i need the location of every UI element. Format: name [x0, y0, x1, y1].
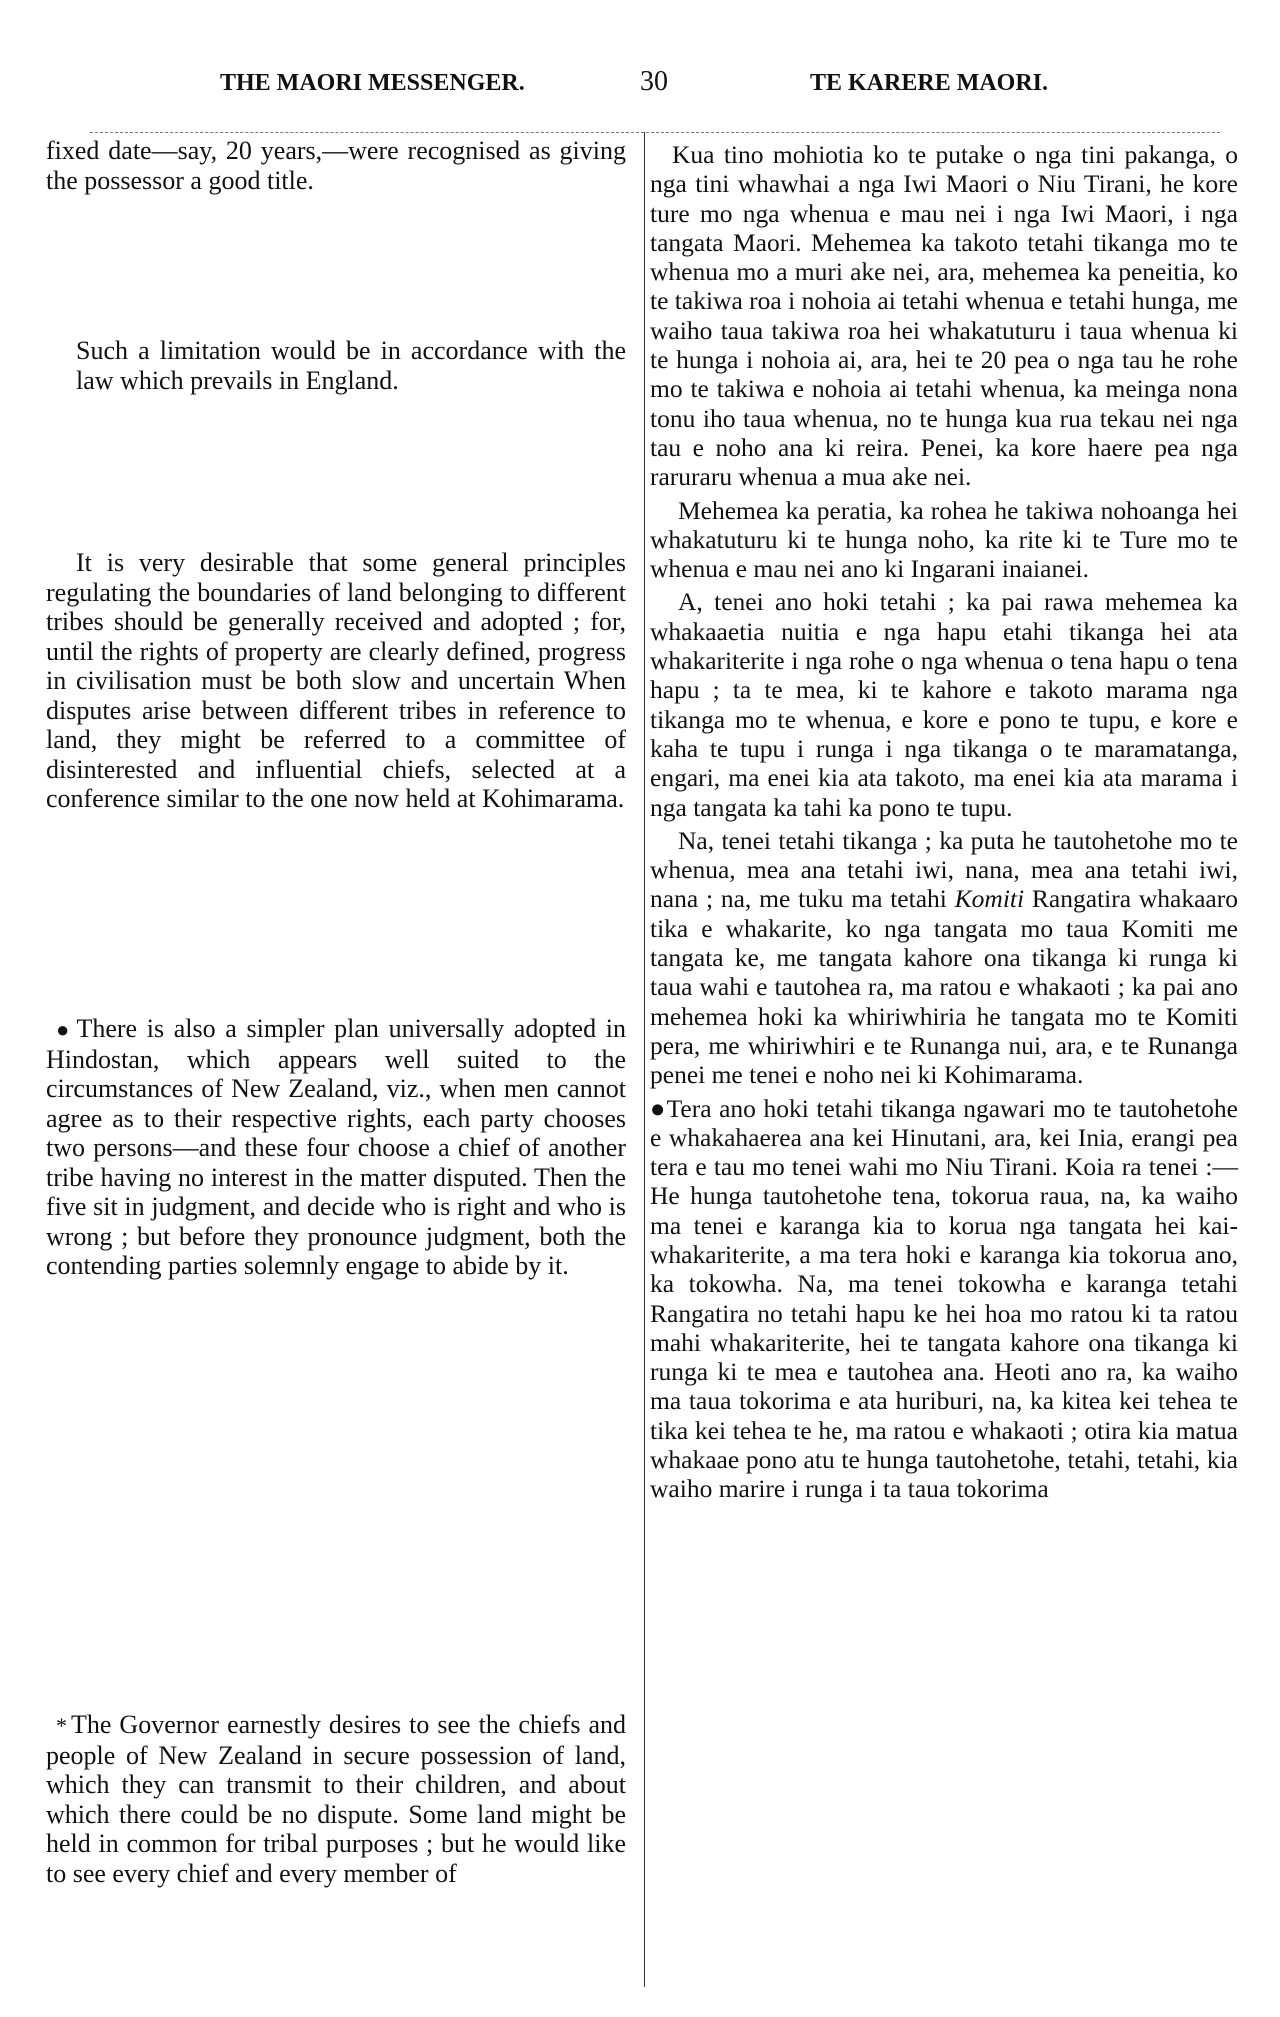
maori-masthead: TE KARERE MAORI. [810, 70, 1049, 96]
english-column [46, 136, 626, 1997]
maori-paragraph-3: A, tenei ano hoki tetahi ; ka pai rawa mehemea ka whakaaetia nuitia e nga hapu etahi tikanga hei ata whakariterite i nga rohe o nga whenua o tena hapu o tena hapu ; ta te mea, ki te kahore e takoto marama nga tikanga mo te whenua, e kore e pono te tupu, e kore e kaha te tupu i runga i nga tikanga o te maramatanga, engari, ma enei kia ata takoto, ma enei kia ata marama i nga tangata ka tahi ka pono te tupu. [650, 587, 1238, 822]
maori-paragraph-4-end: Rangatira whakaaro tika e whakarite, ko nga tangata mo taua Komiti me tangata ke, me tangata kahore ona tikanga ki runga ki taua wahi e tautohea ra, ma ratou e whakaoti ; ka pai ano mehemea hoki ka whiriwhiria he tangata mo te Komiti pera, me whiriwhiri e te Runanga nui, ara, e te Runanga penei me tenei e noho nei ki Kohimarama. [650, 884, 1238, 1090]
maori-paragraph-4 [650, 826, 1238, 1090]
column-divider [644, 132, 645, 1987]
maori-column [650, 140, 1238, 1997]
english-paragraph-5 [46, 1710, 626, 1888]
page-header [50, 66, 1220, 120]
english-paragraph-3: It is very desirable that some general principles regulating the boundaries of land belonging to different tribes should be generally received and adopted ; for, until the rights of property are clearly defined, progress in civilisation must be both slow and uncertain When disputes arise between different tribes in reference to land, they might be referred to a committee of disinterested and influential chiefs, selected at a conference similar to the one now held at Kohimarama. [46, 548, 626, 813]
english-paragraph-4 [46, 1014, 626, 1281]
english-paragraph-1: fixed date—say, 20 years,—were recognised as giving the possessor a good title. [46, 136, 626, 195]
english-paragraph-2: Such a limitation would be in accordance with the law which prevails in England. [76, 336, 626, 395]
maori-paragraph-5 [650, 1094, 1238, 1504]
paragraph-mark-icon: ● [56, 1017, 73, 1042]
asterisk-mark-icon: * [56, 1713, 67, 1738]
maori-paragraph-5-text: Tera ano hoki tetahi tikanga ngawari mo te tautohetohe e whakahaerea ana kei Hinutani, ara, kei Inia, erangi pea tera e tau mo tenei wahi mo Niu Tirani. Koia ra tenei :— He hunga tautohetohe tena, tokorua raua, na, ka waiho ma tenei e karanga kia to korua nga tangata hei kai-whakariterite, a ma tera hoki e karanga kia tokorua ano, ka tokowha. Na, ma tenei tokowha e karanga tetahi Rangatira no tetahi hapu ke hei hoa mo ratou ki ta ratou mahi whakariterite, hei te tangata kahore ona tikanga ki runga ki te mea e tautohea ana. Heoti ano ra, ka waiho ma taua tokorima e ata huriburi, na, ka kitea kei tehea te tika kei tehea te he, ma ratou e whakaoti ; otira kia matua whakaae pono atu te hunga tautohetohe, tetahi, tetahi, kia waiho marire i runga i ta taua tokorima [650, 1093, 1238, 1504]
maori-paragraph-2: Mehemea ka peratia, ka rohea he takiwa nohoanga hei whakatuturu ki te hunga noho, ka rite ki te Ture mo te whenua e mau nei ano ki Ingarani inaianei. [650, 495, 1238, 584]
komiti-word: Komiti [954, 884, 1025, 914]
maori-paragraph-4-start: Na, tenei tetahi tikanga ; ka puta he tautohetohe mo te whenua, mea ana tetahi iwi, nana, mea ana tetahi iwi, nana ; na, me tuku ma tetahi [650, 825, 1238, 914]
english-masthead: THE MAORI MESSENGER. [220, 70, 525, 96]
page-number: 30 [640, 66, 668, 97]
paragraph-mark-icon: ● [650, 1093, 667, 1123]
english-paragraph-4-text: There is also a simpler plan universally adopted in Hindostan, which appears well suited to the circumstances of New Zealand, viz., when men cannot agree as to their respective rights, each party chooses two persons—and these four choose a chief of another tribe having no interest in the matter disputed. Then the five sit in judgment, and decide who is right and who is wrong ; but before they pronounce judgment, both the contending parties solemnly engage to abide by it. [46, 1014, 626, 1280]
maori-paragraph-1: Kua tino mohiotia ko te putake o nga tini pakanga, o nga tini whawhai a nga Iwi Maori o Niu Tirani, he kore ture mo nga whenua e mau nei i nga Iwi Maori, i nga tangata Maori. Mehemea ka takoto tetahi tikanga mo te whenua mo a muri ake nei, ara, mehemea ka peneitia, ko te takiwa roa i nohoia ai tetahi whenua e tetahi hunga, me waiho taua takiwa roa hei whakatuturu i taua whenua ki te hunga i nohoia ai, ara, hei te 20 pea o nga tau he rohe mo te takiwa e nohoia ai tetahi whenua, ka meinga nona tonu iho taua whenua, no te hunga kua rua tekau nei nga tau e noho ana ki reira. Penei, ka kore haere pea nga raruraru whenua a mua ake nei. [650, 140, 1238, 492]
header-rule [90, 132, 1220, 133]
english-paragraph-5-text: The Governor earnestly desires to see the chiefs and people of New Zealand in secure possession of land, which they can transmit to their children, and about which there could be no dispute. Some land might be held in common for tribal purposes ; but he would like to see every chief and every member of [46, 1710, 626, 1888]
